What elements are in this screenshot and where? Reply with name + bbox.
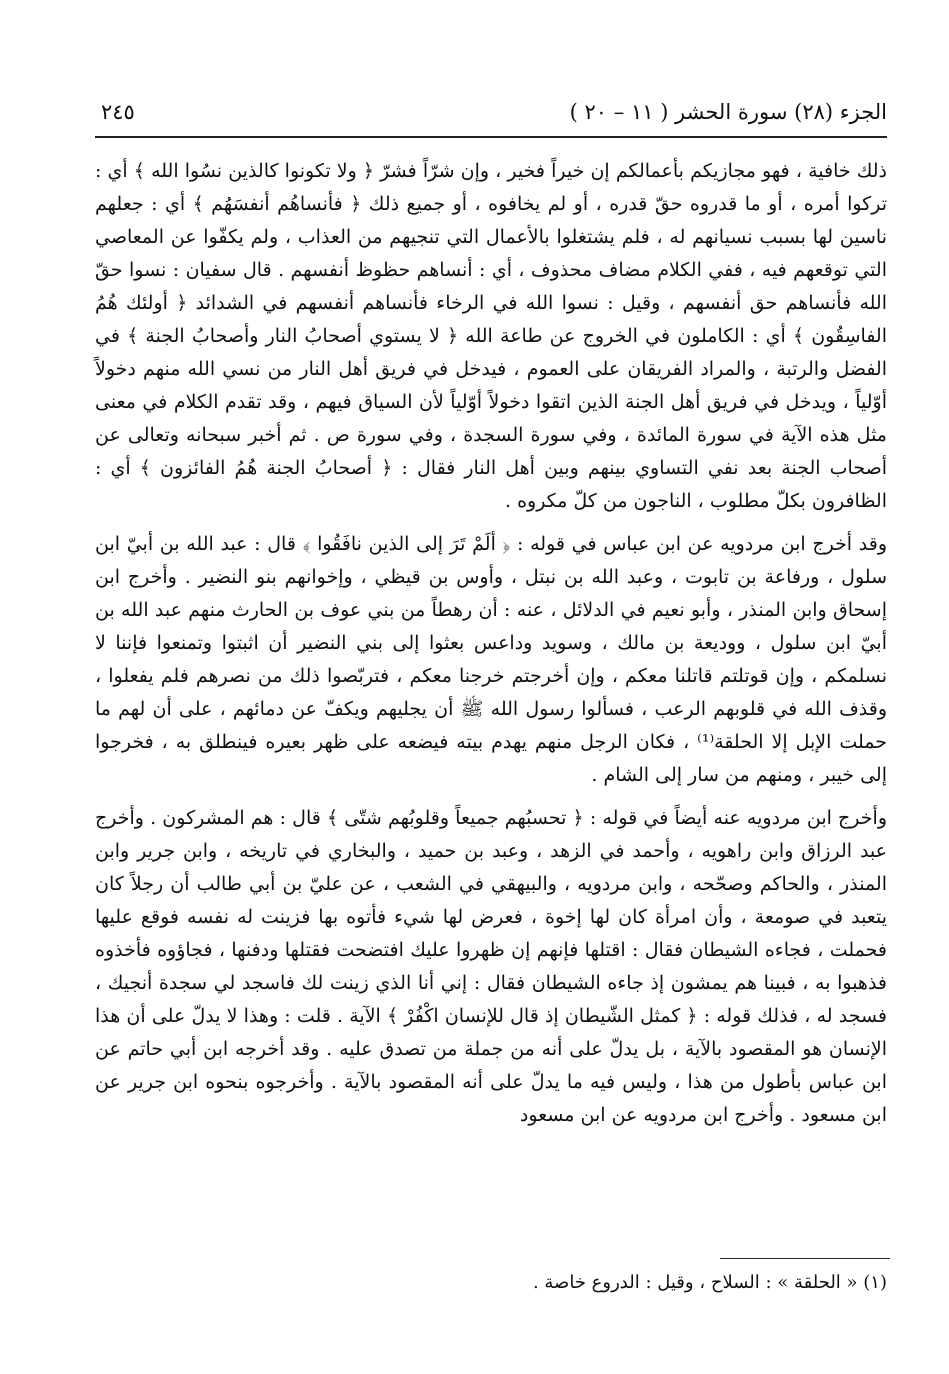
page-number: ٢٤٥: [101, 100, 135, 124]
running-title: الجزء (٢٨) سورة الحشر ( ١١ – ٢٠ ): [569, 100, 887, 124]
page-body: [95, 155, 887, 1132]
page-header: [95, 96, 887, 138]
paragraph-1: ذلك خافية ، فهو مجازيكم بأعمالكم إن خيراً فخير ، وإن شرّاً فشرّ ﴿ ولا تكونوا كالذين نسُوا الله ﴾ أي : تركوا أمره ، أو ما قدروه حقّ قدره ، أو لم يخافوه ، أو جميع ذلك ﴿ فأنساهُم أنفسَهُم ﴾ أي : جعلهم ناسين لها بسبب نسيانهم له ، فلم يشتغلوا بالأعمال التي تنجيهم من العذاب ، ولم يكفّوا عن المعاصي التي توقعهم فيه ، ففي الكلام مضاف محذوف ، أي : أنساهم حظوظ أنفسهم . قال سفيان : نسوا حقّ الله فأنساهم حق أنفسهم ، وقيل : نسوا الله في الرخاء فأنساهم أنفسهم في الشدائد ﴿ أولئك هُمُ الفاسِقُون ﴾ أي : الكاملون في الخروج عن طاعة الله ﴿ لا يستوي أصحابُ النار وأصحابُ الجنة ﴾ في الفضل والرتبة ، والمراد الفريقان على العموم ، فيدخل في فريق أهل النار من نسي الله منهم دخولاً أوّلياً ، ويدخل في فريق أهل الجنة الذين اتقوا دخولاً أوّلياً لأن السياق فيهم ، وقد تقدم الكلام في معنى مثل هذه الآية في سورة المائدة ، وفي سورة السجدة ، وفي سورة ص . ثم أخبر سبحانه وتعالى عن أصحاب الجنة بعد نفي التساوي بينهم وبين أهل النار فقال : ﴿ أصحابُ الجنة هُمُ الفائزون ﴾ أي : الظافرون بكلّ مطلوب ، الناجون من كلّ مكروه .: [95, 160, 887, 512]
footnote: (١) « الحلقة » : السلاح ، وقيل : الدروع خاصة .: [532, 1272, 887, 1293]
footnote-divider: [720, 1258, 890, 1259]
paragraph-3: وأخرج ابن مردويه عنه أيضاً في قوله : ﴿ تحسبُهم جميعاً وقلوبُهم شتّى ﴾ قال : هم المشركون . وأخرج عبد الرزاق وابن راهويه ، وأحمد في الزهد ، وعبد بن حميد ، والبخاري في تاريخه ، وابن جرير وابن المنذر ، والحاكم وصحّحه ، وابن مردويه ، والبيهقي في الشعب ، عن عليّ بن أبي طالب أن رجلاً كان يتعبد في صومعة ، وأن امرأة كان لها إخوة ، فعرض لها شيء فأتوه بها فزينت له نفسه فوقع عليها فحملت ، فجاءه الشيطان فقال : اقتلها فإنهم إن ظهروا عليك افتضحت فقتلها ودفنها ، فجاؤوه فأخذوه فذهبوا به ، فبينا هم يمشون إذ جاءه الشيطان فقال : إني أنا الذي زينت لك فاسجد لي سجدة أنجيك ، فسجد له ، فذلك قوله : ﴿ كمثل الشّيطان إذ قال للإنسان اكْفُرْ ﴾ الآية . قلت : وهذا لا يدلّ على أن هذا الإنسان هو المقصود بالآية ، بل يدلّ على أنه من جملة من تصدق عليه . وقد أخرجه ابن أبي حاتم عن ابن عباس بأطول من هذا ، وليس فيه ما يدلّ على أنه المقصود بالآية . وأخرجوه بنحوه ابن جرير عن ابن مسعود . وأخرج ابن مردويه عن ابن مسعود: [95, 807, 887, 1126]
paragraph-2: وقد أخرج ابن مردويه عن ابن عباس في قوله : ﴿ ألَمْ تَرَ إلى الذين نافَقُوا ﴾ قال : عبد الله بن أبيّ ابن سلول ، ورفاعة بن تابوت ، وعبد الله بن نبتل ، وأوس بن قيظي ، وإخوانهم بنو النضير . وأخرج ابن إسحاق وابن المنذر ، وأبو نعيم في الدلائل ، عنه : أن رهطاً من بني عوف بن الحارث منهم عبد الله بن أبيّ ابن سلول ، ووديعة بن مالك ، وسويد وداعس بعثوا إلى بني النضير أن اثبتوا وتمنعوا فإننا لا نسلمكم ، وإن قوتلتم قاتلنا معكم ، وإن أخرجتم خرجنا معكم ، فتربّصوا ذلك من نصرهم فلم يفعلوا ، وقذف الله في قلوبهم الرعب ، فسألوا رسول الله ﷺ أن يجليهم ويكفّ عن دمائهم ، على أن لهم ما حملت الإبل إلا الحلقة⁽¹⁾ ، فكان الرجل منهم يهدم بيته فيضعه على ظهر بعيره فينطلق به ، فخرجوا إلى خيبر ، ومنهم من سار إلى الشام .: [95, 533, 887, 786]
